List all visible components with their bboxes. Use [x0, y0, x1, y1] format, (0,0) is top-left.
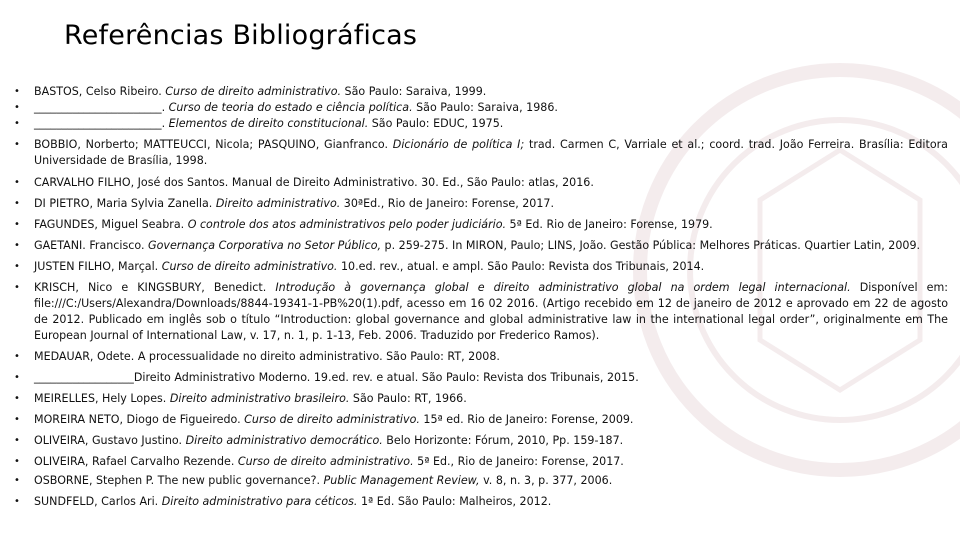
- reference-item: • _______________________. Elementos de direito constitucional. São Paulo: EDUC, 1975.: [14, 116, 948, 132]
- reference-list: [14, 84, 948, 510]
- reference-item: • FAGUNDES, Miguel Seabra. O controle dos atos administrativos pelo poder judiciário. 5ª Ed. Rio de Janeiro: Forense, 1979.: [14, 217, 948, 233]
- reference-item: • __________________Direito Administrativo Moderno. 19.ed. rev. e atual. São Paulo: Revista dos Tribunais, 2015.: [14, 370, 948, 386]
- reference-item: • BASTOS, Celso Ribeiro. Curso de direito administrativo. São Paulo: Saraiva, 1999.: [14, 84, 948, 100]
- reference-item: • OLIVEIRA, Rafael Carvalho Rezende. Curso de direito administrativo. 5ª Ed., Rio de Janeiro: Forense, 2017.: [14, 454, 948, 470]
- reference-item: • OLIVEIRA, Gustavo Justino. Direito administrativo democrático. Belo Horizonte: Fórum, 2010, Pp. 159-187.: [14, 433, 948, 449]
- reference-item: • GAETANI. Francisco. Governança Corporativa no Setor Público, p. 259-275. In MIRON, Paulo; LINS, João. Gestão Pública: Melhores Práticas. Quartier Latin, 2009.: [14, 238, 948, 254]
- reference-item: • MEIRELLES, Hely Lopes. Direito administrativo brasileiro. São Paulo: RT, 1966.: [14, 391, 948, 407]
- reference-item: • SUNDFELD, Carlos Ari. Direito administrativo para céticos. 1ª Ed. São Paulo: Malheiros, 2012.: [14, 494, 948, 510]
- reference-item: • MOREIRA NETO, Diogo de Figueiredo. Curso de direito administrativo. 15ª ed. Rio de Janeiro: Forense, 2009.: [14, 412, 948, 428]
- reference-item: • KRISCH, Nico e KINGSBURY, Benedict. Introdução à governança global e direito administrativo global na ordem legal internacional. Disponível em: file:///C:/Users/Alexandra/Downloads/8844-19341-1-PB%20(1).pdf, acesso em 16 02 2016. (Artigo recebido em 12 de janeiro de 2012 e aprovado em 22 de agosto de 2012. Publicado em inglês sob o título “Introduction: global governance and global administrative law in the international legal order”, originalmente em The European Journal of International Law, v. 17, n. 1, p. 1-13, Feb. 2006. Traduzido por Frederico Ramos).: [14, 280, 948, 344]
- reference-item: • OSBORNE, Stephen P. The new public governance?. Public Management Review, v. 8, n. 3, p. 377, 2006.: [14, 473, 948, 489]
- reference-item: • CARVALHO FILHO, José dos Santos. Manual de Direito Administrativo. 30. Ed., São Paulo: atlas, 2016.: [14, 175, 948, 191]
- reference-item: • JUSTEN FILHO, Marçal. Curso de direito administrativo. 10.ed. rev., atual. e ampl. São Paulo: Revista dos Tribunais, 2014.: [14, 259, 948, 275]
- reference-item: • MEDAUAR, Odete. A processualidade no direito administrativo. São Paulo: RT, 2008.: [14, 349, 948, 365]
- page-title: Referências Bibliográficas: [64, 20, 418, 51]
- reference-item: • BOBBIO, Norberto; MATTEUCCI, Nicola; PASQUINO, Gianfranco. Dicionário de política I; trad. Carmen C, Varriale et al.; coord. trad. João Ferreira. Brasília: Editora Universidade de Brasília, 1998.: [14, 137, 948, 169]
- reference-item: • _______________________. Curso de teoria do estado e ciência política. São Paulo: Saraiva, 1986.: [14, 100, 948, 116]
- reference-item: • DI PIETRO, Maria Sylvia Zanella. Direito administrativo. 30ªEd., Rio de Janeiro: Forense, 2017.: [14, 196, 948, 212]
